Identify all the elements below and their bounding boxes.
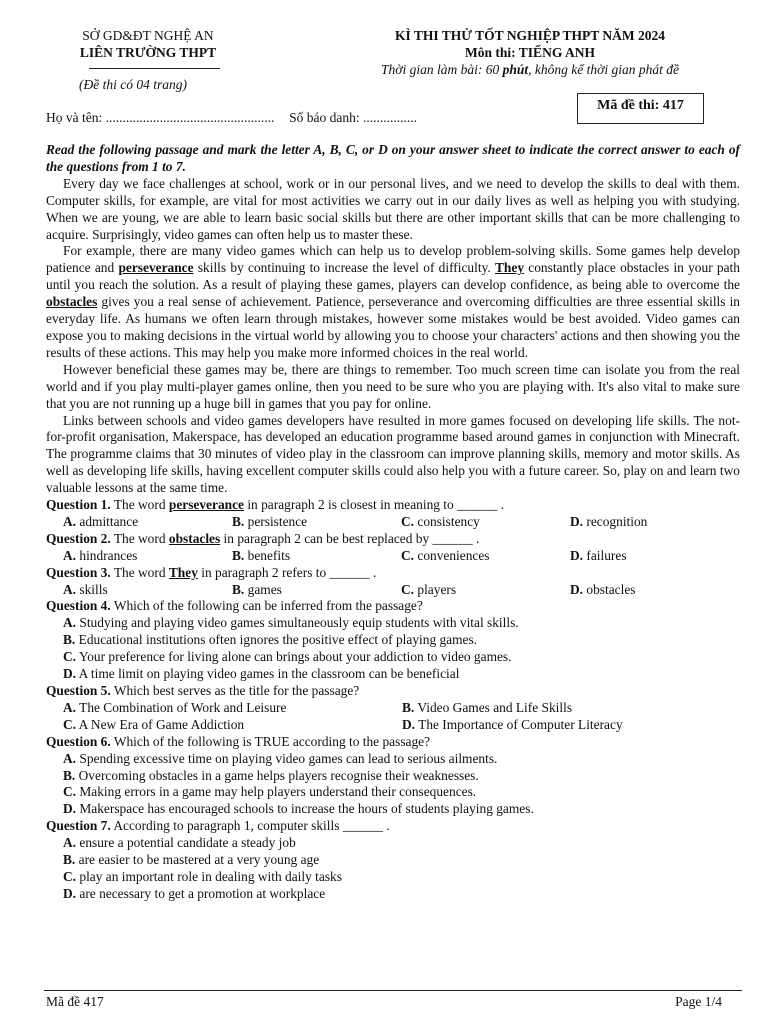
- option-1a: [46, 514, 232, 531]
- passage-paragraph-4: Links between schools and video games developers have resulted in more games focused on developing life skills. The not-for-profit organisation, Makerspace, has developed an education programme based around games in conjunction with Minecraft. The programme claims that 30 minutes of video play in the classroom can improve planning skills, memory and motor skills. As well as developing life skills, having excellent computer skills could also help you with a future career. So, play on and learn two valuable lessons at the same time.: [46, 412, 740, 496]
- option-6b: [46, 768, 740, 785]
- option-text: Overcoming obstacles in a game helps players recognise their weaknesses.: [78, 767, 479, 783]
- question-3-options: [46, 582, 740, 599]
- instruction: Read the following passage and mark the letter A, B, C, or D on your answer sheet to indicate the correct answer to each of the questions from 1 to 7.: [46, 142, 740, 174]
- option-text: The Importance of Computer Literacy: [418, 716, 623, 732]
- option-text: Spending excessive time on playing video games can lead to serious ailments.: [79, 750, 498, 766]
- option-3c: [401, 582, 570, 599]
- question-6-label: Question 6.: [46, 733, 111, 749]
- header-left: [48, 27, 248, 61]
- letter: D.: [63, 666, 77, 682]
- option-6a: [46, 751, 740, 768]
- option-7b: [46, 852, 740, 869]
- exam-subject: Môn thi: TIẾNG ANH: [465, 45, 595, 60]
- exam-time-pre: Thời gian làm bài: 60: [381, 62, 503, 77]
- option-text: conveniences: [417, 547, 490, 563]
- question-3-pre: The word: [110, 564, 169, 580]
- letter: D.: [570, 513, 584, 529]
- option-6c: [46, 784, 740, 801]
- question-4-text: Which of the following can be inferred from the passage?: [110, 598, 423, 614]
- question-2-word: obstacles: [168, 530, 221, 546]
- option-text: consistency: [417, 513, 480, 529]
- question-2-label: Question 2.: [46, 530, 111, 546]
- option-4d: [46, 666, 740, 683]
- header-left-rule: [89, 68, 220, 69]
- letter: D.: [63, 885, 77, 901]
- option-text: are necessary to get a promotion at workplace: [79, 885, 326, 901]
- question-7-text: According to paragraph 1, computer skills ______ .: [110, 818, 390, 834]
- option-text: admittance: [79, 513, 139, 529]
- exam-time-unit: phút: [502, 62, 529, 77]
- option-3a: [46, 582, 232, 599]
- question-5-text: Which best serves as the title for the passage?: [110, 683, 360, 698]
- option-2c: [401, 548, 570, 565]
- letter: C.: [63, 716, 77, 732]
- option-1d: [570, 514, 739, 531]
- footer-rule: [44, 990, 742, 991]
- school-name: LIÊN TRƯỜNG THPT: [79, 45, 217, 60]
- question-1-options: [46, 514, 740, 531]
- question-7: [46, 818, 740, 835]
- question-5-label: Question 5.: [46, 683, 111, 698]
- letter: A.: [63, 513, 77, 529]
- pages-note: (Đề thi có 04 trang): [79, 77, 187, 92]
- option-7c: [46, 869, 740, 886]
- letter: A.: [63, 581, 77, 597]
- option-3b: [232, 582, 401, 599]
- letter: C.: [63, 868, 77, 884]
- letter: C.: [401, 547, 415, 563]
- letter: B.: [402, 699, 415, 715]
- letter: C.: [63, 649, 77, 665]
- option-4c: [46, 649, 740, 666]
- option-1b: [232, 514, 401, 531]
- option-text: games: [247, 581, 282, 597]
- footer-page-number: Page 1/4: [675, 994, 722, 1009]
- question-2-post: in paragraph 2 can be best replaced by ______ .: [220, 530, 480, 546]
- highlight-they: They: [495, 260, 525, 276]
- department-name: SỞ GD&ĐT NGHỆ AN: [82, 28, 214, 43]
- p2-text-a: For example, there are many video games which can help us to develop problem-solving skills. Some games help develop patience and: [46, 243, 740, 276]
- letter: A.: [63, 699, 77, 715]
- option-text: The Combination of Work and Leisure: [79, 699, 287, 715]
- question-3-post: in paragraph 2 refers to ______ .: [197, 564, 377, 580]
- question-5-options-row1: [46, 700, 740, 717]
- name-line: Họ và tên: ..................................................: [46, 110, 275, 125]
- question-6: [46, 734, 740, 751]
- question-6-text: Which of the following is TRUE according to the passage?: [110, 733, 431, 749]
- option-4a: [46, 615, 740, 632]
- highlight-perseverance: perseverance: [118, 260, 194, 276]
- letter: D.: [63, 801, 77, 817]
- question-1-label: Question 1.: [46, 497, 111, 513]
- letter: C.: [401, 581, 415, 597]
- question-3-word: They: [168, 564, 198, 580]
- option-text: players: [417, 581, 457, 597]
- highlight-obstacles: obstacles: [46, 294, 98, 310]
- header-right: [340, 27, 720, 78]
- letter: D.: [402, 716, 416, 732]
- candidate-info: [46, 110, 417, 126]
- option-1c: [401, 514, 570, 531]
- passage-paragraph-3: However beneficial these games may be, there are things to remember. Too much screen time can isolate you from the real world and if you play multi-player games online, then you need to be sure who you are playing with. It's also vital to make sure that you are not running up a huge bill in games that you pay for online.: [46, 361, 740, 411]
- option-text: Educational institutions often ignores the positive effect of playing games.: [78, 632, 478, 648]
- option-7a: [46, 835, 740, 852]
- option-text: hindrances: [79, 547, 138, 563]
- option-text: A time limit on playing video games in the classroom can be beneficial: [78, 666, 460, 682]
- letter: D.: [570, 547, 584, 563]
- question-2-options: [46, 548, 740, 565]
- option-text: skills: [79, 581, 108, 597]
- letter: C.: [401, 513, 415, 529]
- letter: A.: [63, 547, 77, 563]
- letter: D.: [570, 581, 584, 597]
- option-5d: [402, 717, 740, 734]
- question-4: [46, 598, 740, 615]
- option-text: Makerspace has encouraged schools to increase the hours of students playing games.: [79, 801, 534, 817]
- question-5-options-row2: [46, 717, 740, 734]
- letter: B.: [232, 547, 245, 563]
- option-text: are easier to be mastered at a very young age: [78, 852, 320, 868]
- question-5: [46, 683, 740, 700]
- option-text: Studying and playing video games simultaneously equip students with vital skills.: [79, 615, 519, 631]
- exam-code-box: Mã đề thi: 417: [577, 93, 704, 124]
- option-text: Making errors in a game may help players understand their consequences.: [79, 784, 477, 800]
- option-3d: [570, 582, 739, 599]
- option-2d: [570, 548, 739, 565]
- option-text: Video Games and Life Skills: [417, 699, 573, 715]
- option-2a: [46, 548, 232, 565]
- letter: C.: [63, 784, 77, 800]
- letter: B.: [63, 767, 76, 783]
- letter: B.: [63, 852, 76, 868]
- sbd-line: Số báo danh: ................: [289, 110, 417, 125]
- letter: A.: [63, 835, 77, 851]
- option-text: ensure a potential candidate a steady job: [79, 835, 296, 851]
- question-1: [46, 497, 740, 514]
- question-7-label: Question 7.: [46, 818, 111, 834]
- option-text: failures: [586, 547, 627, 563]
- passage-paragraph-2: [46, 243, 740, 361]
- option-5c: [46, 717, 402, 734]
- letter: A.: [63, 750, 77, 766]
- option-text: A New Era of Game Addiction: [78, 716, 245, 732]
- question-1-pre: The word: [110, 497, 169, 513]
- option-text: recognition: [586, 513, 648, 529]
- question-3: [46, 565, 740, 582]
- question-4-label: Question 4.: [46, 598, 111, 614]
- p2-text-d: gives you a real sense of achievement. Patience, perseverance and overcoming difficulties are three essential skills in everyday life. As humans we often learn through mistakes, however some mistakes would be best avoided. Video games can expose you to making decisions in the virtual world by allowing you to choose your characters' actions and then showing you the results of these actions. This may help you make more informed choices in the real world.: [46, 294, 740, 360]
- p2-text-c: constantly place obstacles in your path until you reach the solution. As a result of playing these games, players can develop confidence, as being able to overcome the: [46, 260, 740, 293]
- option-text: persistence: [247, 513, 308, 529]
- letter: B.: [63, 632, 76, 648]
- question-2-pre: The word: [110, 530, 169, 546]
- exam-time-post: , không kể thời gian phát đề: [528, 62, 679, 77]
- letter: B.: [232, 513, 245, 529]
- option-2b: [232, 548, 401, 565]
- option-5a: [46, 700, 402, 717]
- option-text: Your preference for living alone can brings about your addiction to video games.: [78, 649, 512, 665]
- p2-text-b: skills by continuing to increase the level of difficulty.: [193, 260, 495, 276]
- option-text: obstacles: [586, 581, 636, 597]
- option-6d: [46, 801, 740, 818]
- option-7d: [46, 886, 740, 903]
- option-text: benefits: [247, 547, 291, 563]
- letter: A.: [63, 615, 77, 631]
- option-text: play an important role in dealing with daily tasks: [79, 868, 342, 884]
- question-3-label: Question 3.: [46, 564, 111, 580]
- exam-content: [46, 142, 740, 903]
- footer-exam-code: Mã đề 417: [46, 994, 104, 1009]
- question-2: [46, 531, 740, 548]
- question-1-word: perseverance: [168, 497, 244, 513]
- option-4b: [46, 632, 740, 649]
- option-5b: [402, 700, 740, 717]
- passage-paragraph-1: Every day we face challenges at school, work or in our personal lives, and we need to develop the skills to deal with them. Computer skills, for example, are vital for most activities we carry out in our daily lives as well as helping you with studying. When we are young, we are able to learn basic social skills but there are other important skills that can be more challenging to acquire. Surprisingly, video games can often help us to master these.: [46, 175, 740, 242]
- letter: B.: [232, 581, 245, 597]
- question-1-post: in paragraph 2 is closest in meaning to ______ .: [243, 497, 504, 513]
- exam-title: KÌ THI THỬ TỐT NGHIỆP THPT NĂM 2024: [395, 28, 665, 43]
- exam-time: [340, 61, 720, 78]
